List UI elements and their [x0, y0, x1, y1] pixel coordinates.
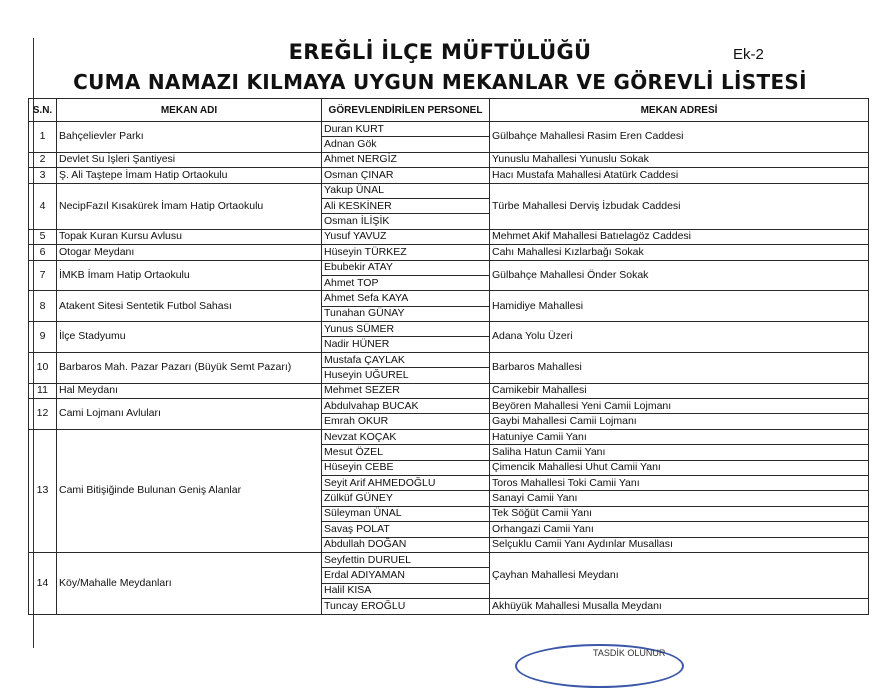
- place-name: İMKB İmam Hatip Ortaokulu: [57, 260, 322, 291]
- table-row: [29, 322, 869, 337]
- place-name: Bahçelievler Parkı: [57, 122, 322, 153]
- place-name: Devlet Su İşleri Şantiyesi: [57, 152, 322, 167]
- personnel-name: Ahmet Sefa KAYA: [322, 291, 490, 306]
- row-number: 10: [29, 352, 57, 383]
- table-row: [29, 260, 869, 275]
- place-name: Atakent Sitesi Sentetik Futbol Sahası: [57, 291, 322, 322]
- personnel-name: Ahmet NERGİZ: [322, 152, 490, 167]
- place-address: Gaybi Mahallesi Camii Lojmanı: [490, 414, 869, 429]
- personnel-name: Seyfettin DURUEL: [322, 552, 490, 567]
- personnel-name: Hüseyin TÜRKEZ: [322, 245, 490, 260]
- place-name: Barbaros Mah. Pazar Pazarı (Büyük Semt Pazarı): [57, 352, 322, 383]
- table-row: [29, 229, 869, 244]
- place-address: Barbaros Mahallesi: [490, 352, 869, 383]
- page-subtitle: CUMA NAMAZI KILMAYA UYGUN MEKANLAR VE GÖREVLİ LİSTESİ: [73, 70, 807, 94]
- column-header-personnel: GÖREVLENDİRİLEN PERSONEL: [322, 99, 490, 122]
- personnel-name: Ebubekir ATAY: [322, 260, 490, 275]
- personnel-name: Yusuf YAVUZ: [322, 229, 490, 244]
- place-address: Orhangazi Camii Yanı: [490, 522, 869, 537]
- table-row: [29, 352, 869, 367]
- personnel-name: Mustafa ÇAYLAK: [322, 352, 490, 367]
- personnel-name: Abdullah DOĞAN: [322, 537, 490, 552]
- table-row: [29, 152, 869, 167]
- row-number: 13: [29, 429, 57, 552]
- place-address: Saliha Hatun Camii Yanı: [490, 445, 869, 460]
- personnel-name: Tuncay EROĞLU: [322, 599, 490, 614]
- column-header-place: MEKAN ADI: [57, 99, 322, 122]
- row-number: 7: [29, 260, 57, 291]
- row-number: 14: [29, 552, 57, 614]
- place-address: Çimencik Mahallesi Uhut Camii Yanı: [490, 460, 869, 475]
- personnel-name: Tunahan GÜNAY: [322, 306, 490, 321]
- place-address: Sanayi Camii Yanı: [490, 491, 869, 506]
- place-name: Cami Lojmanı Avluları: [57, 399, 322, 430]
- personnel-name: Nadir HÜNER: [322, 337, 490, 352]
- row-number: 12: [29, 399, 57, 430]
- row-number: 11: [29, 383, 57, 398]
- personnel-name: Mesut ÖZEL: [322, 445, 490, 460]
- place-address: Türbe Mahallesi Derviş İzbudak Caddesi: [490, 183, 869, 229]
- personnel-name: Adnan Gök: [322, 137, 490, 152]
- place-address: Selçuklu Camii Yanı Aydınlar Musallası: [490, 537, 869, 552]
- place-address: Tek Söğüt Camii Yanı: [490, 506, 869, 521]
- table-row: [29, 399, 869, 414]
- personnel-name: Ali KESKİNER: [322, 198, 490, 213]
- place-address: Gülbahçe Mahallesi Rasim Eren Caddesi: [490, 122, 869, 153]
- personnel-name: Seyit Arif AHMEDOĞLU: [322, 475, 490, 490]
- table-row: [29, 429, 869, 444]
- column-header-address: MEKAN ADRESİ: [490, 99, 869, 122]
- column-header-sn: S.N.: [29, 99, 57, 122]
- table-body: [29, 122, 869, 615]
- page-title: EREĞLİ İLÇE MÜFTÜLÜĞÜ: [288, 40, 592, 64]
- place-address: Akhüyük Mahallesi Musalla Meydanı: [490, 599, 869, 614]
- row-number: 6: [29, 245, 57, 260]
- personnel-name: Nevzat KOÇAK: [322, 429, 490, 444]
- personnel-table: [28, 98, 869, 615]
- place-name: Otogar Meydanı: [57, 245, 322, 260]
- personnel-name: Halil KISA: [322, 583, 490, 598]
- row-number: 3: [29, 168, 57, 183]
- personnel-name: Yunus SÜMER: [322, 322, 490, 337]
- table-row: [29, 552, 869, 567]
- place-address: Hatuniye Camii Yanı: [490, 429, 869, 444]
- row-number: 5: [29, 229, 57, 244]
- place-name: Topak Kuran Kursu Avlusu: [57, 229, 322, 244]
- table-header-row: [29, 99, 869, 122]
- personnel-name: Emrah OKUR: [322, 414, 490, 429]
- table-row: [29, 383, 869, 398]
- place-address: Cahı Mahallesi Kızlarbağı Sokak: [490, 245, 869, 260]
- personnel-name: Abdulvahap BUCAK: [322, 399, 490, 414]
- personnel-name: Savaş POLAT: [322, 522, 490, 537]
- place-address: Camikebir Mahallesi: [490, 383, 869, 398]
- row-number: 9: [29, 322, 57, 353]
- row-number: 4: [29, 183, 57, 229]
- place-address: Beyören Mahallesi Yeni Camii Lojmanı: [490, 399, 869, 414]
- place-address: Toros Mahallesi Toki Camii Yanı: [490, 475, 869, 490]
- table-row: [29, 245, 869, 260]
- table-row: [29, 168, 869, 183]
- place-address: Gülbahçe Mahallesi Önder Sokak: [490, 260, 869, 291]
- personnel-name: Yakup ÜNAL: [322, 183, 490, 198]
- stamp-text: TASDİK OLUNUR: [593, 648, 666, 658]
- personnel-name: Erdal ADIYAMAN: [322, 568, 490, 583]
- place-name: İlçe Stadyumu: [57, 322, 322, 353]
- personnel-name: Ahmet TOP: [322, 275, 490, 290]
- table-row: [29, 122, 869, 137]
- personnel-name: Süleyman ÜNAL: [322, 506, 490, 521]
- personnel-name: Hüseyin CEBE: [322, 460, 490, 475]
- personnel-name: Mehmet SEZER: [322, 383, 490, 398]
- annex-label: Ek-2: [733, 46, 764, 63]
- personnel-name: Duran KURT: [322, 122, 490, 137]
- place-address: Mehmet Akif Mahallesi Batıelagöz Caddesi: [490, 229, 869, 244]
- place-name: Köy/Mahalle Meydanları: [57, 552, 322, 614]
- place-name: Hal Meydanı: [57, 383, 322, 398]
- table-row: [29, 183, 869, 198]
- place-name: NecipFazıl Kısakürek İmam Hatip Ortaokulu: [57, 183, 322, 229]
- place-name: Cami Bitişiğinde Bulunan Geniş Alanlar: [57, 429, 322, 552]
- place-address: Yunuslu Mahallesi Yunuslu Sokak: [490, 152, 869, 167]
- table-row: [29, 291, 869, 306]
- personnel-name: Osman İLİŞİK: [322, 214, 490, 229]
- personnel-name: Huseyin UĞUREL: [322, 368, 490, 383]
- place-address: Hacı Mustafa Mahallesi Atatürk Caddesi: [490, 168, 869, 183]
- personnel-name: Osman ÇINAR: [322, 168, 490, 183]
- place-address: Adana Yolu Üzeri: [490, 322, 869, 353]
- place-address: Hamidiye Mahallesi: [490, 291, 869, 322]
- row-number: 2: [29, 152, 57, 167]
- row-number: 8: [29, 291, 57, 322]
- place-address: Çayhan Mahallesi Meydanı: [490, 552, 869, 598]
- row-number: 1: [29, 122, 57, 153]
- place-name: Ş. Ali Taştepe İmam Hatip Ortaokulu: [57, 168, 322, 183]
- personnel-name: Zülküf GÜNEY: [322, 491, 490, 506]
